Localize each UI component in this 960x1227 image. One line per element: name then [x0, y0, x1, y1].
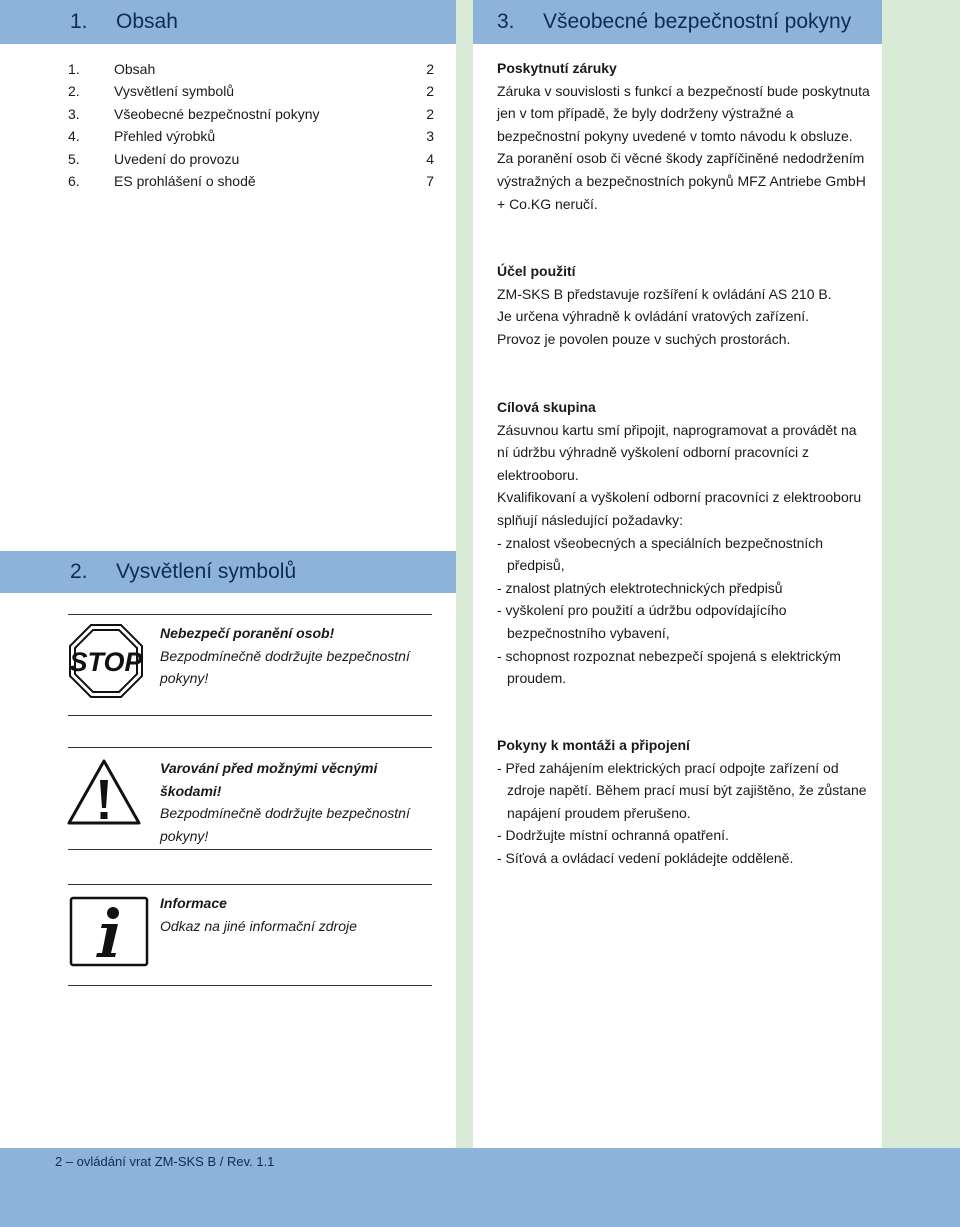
toc-page: 2	[426, 105, 434, 122]
toc-page: 2	[426, 83, 434, 100]
toc-number: 6.	[68, 172, 80, 189]
toc-item[interactable]	[68, 148, 434, 170]
stop-sign-text: STOP	[69, 647, 143, 677]
section-warranty	[497, 57, 872, 215]
divider	[68, 715, 432, 716]
header-safety-title: Všeobecné bezpečnostní pokyny	[543, 10, 852, 33]
header-safety-number: 3.	[497, 10, 515, 33]
toc-page: 4	[426, 150, 434, 167]
symbol-warning-description	[160, 757, 432, 847]
toc-item[interactable]	[68, 58, 434, 80]
toc-label: Všeobecné bezpečnostní pokyny	[114, 105, 320, 122]
warning-triangle-icon	[66, 758, 142, 826]
section-target-paragraph-2: Kvalifikovaní a vyškolení odborní pracovníci z elektrooboru splňují následující požadavky:	[497, 489, 862, 528]
toc-number: 4.	[68, 128, 80, 145]
green-stripe-middle	[456, 0, 473, 1148]
list-item: - Před zahájením elektrických prací odpojte zařízení od zdroje napětí. Během prací musí být zajištěno, že zůstane napájení proudem přerušeno.	[497, 759, 867, 821]
section-warranty-paragraph-2: Za poranění osob či věcné škody zapříčiněné nedodržením výstražných a bezpečnostních pokynů MFZ Antriebe GmbH + Co.KG neručí.	[497, 150, 866, 212]
header-symbols-number: 2.	[70, 560, 88, 583]
symbol-warning-text: Bezpodmínečně dodržujte bezpečnostní pokyny!	[160, 805, 410, 844]
header-contents-number: 1.	[70, 10, 88, 33]
section-installation	[497, 734, 872, 870]
section-target-paragraph-1: Zásuvnou kartu smí připojit, naprogramovat a provádět na ní údržbu výhradně vyškolení odborní pracovníci z elektrooboru.	[497, 421, 857, 483]
toc-item[interactable]	[68, 125, 434, 147]
toc-item[interactable]	[68, 170, 434, 192]
section-purpose-title: Účel použití	[497, 263, 576, 279]
list-item: - Síťová a ovládací vedení pokládejte odděleně.	[497, 849, 794, 866]
toc-label: Přehled výrobků	[114, 128, 216, 145]
section-purpose	[497, 260, 872, 350]
section-purpose-line: Provoz je povolen pouze v suchých prostorách.	[497, 330, 791, 347]
divider	[68, 849, 432, 850]
header-contents-title: Obsah	[116, 10, 178, 33]
list-item: - znalost všeobecných a speciálních bezpečnostních předpisů,	[497, 534, 824, 574]
toc-number: 3.	[68, 105, 80, 122]
green-stripe-right	[882, 0, 960, 1148]
toc-label: Obsah	[114, 61, 156, 77]
toc-number: 2.	[68, 83, 80, 100]
header-symbols	[0, 551, 456, 593]
stop-sign-icon	[69, 624, 143, 698]
section-purpose-line: ZM-SKS B představuje rozšíření k ovládání AS 210 B.	[497, 285, 832, 302]
toc-number: 1.	[68, 61, 80, 77]
symbol-info-title: Informace	[160, 895, 227, 911]
list-item: - Dodržujte místní ochranná opatření.	[497, 827, 729, 844]
toc-page: 2	[426, 61, 434, 77]
toc-item[interactable]	[68, 80, 434, 102]
header-contents	[0, 0, 456, 44]
header-safety	[473, 0, 882, 44]
toc-page: 3	[426, 128, 434, 145]
table-of-contents	[68, 58, 434, 192]
toc-item[interactable]	[68, 103, 434, 125]
section-purpose-line: Je určena výhradně k ovládání vratových zařízení.	[497, 308, 810, 325]
list-item: - vyškolení pro použití a údržbu odpovídajícího bezpečnostního vybavení,	[497, 602, 787, 641]
toc-label: Vysvětlení symbolů	[114, 83, 235, 100]
symbol-info-description	[160, 892, 432, 937]
symbol-stop-title: Nebezpečí poranění osob!	[160, 625, 335, 641]
symbol-stop-description	[160, 622, 432, 690]
section-warranty-title: Poskytnutí záruky	[497, 60, 617, 76]
symbol-info-text: Odkaz na jiné informační zdroje	[160, 917, 357, 934]
footer-text: 2 – ovládání vrat ZM-SKS B / Rev. 1.1	[55, 1154, 275, 1169]
divider	[68, 884, 432, 885]
section-target-title: Cílová skupina	[497, 399, 596, 415]
toc-number: 5.	[68, 150, 80, 167]
symbol-stop-text: Bezpodmínečně dodržujte bezpečnostní pokyny!	[160, 647, 410, 687]
toc-label: Uvedení do provozu	[114, 150, 240, 167]
list-item: - schopnost rozpoznat nebezpečí spojená s elektrickým proudem.	[497, 647, 841, 687]
symbol-warning-title: Varování před možnými věcnými škodami!	[160, 760, 378, 799]
header-symbols-title: Vysvětlení symbolů	[116, 560, 297, 583]
list-item: - znalost platných elektrotechnických předpisů	[497, 579, 783, 596]
toc-label: ES prohlášení o shodě	[114, 172, 256, 189]
divider	[68, 747, 432, 748]
info-icon	[69, 896, 149, 967]
divider	[68, 985, 432, 986]
toc-page: 7	[426, 172, 434, 189]
section-warranty-paragraph-1: Záruka v souvislosti s funkcí a bezpečností bude poskytnuta jen v tom případě, že byly dodrženy výstražné a bezpečnostní pokyny uvedené v tomto návodu k obsluze.	[497, 82, 870, 144]
divider	[68, 614, 432, 615]
section-target-group	[497, 396, 872, 690]
section-installation-title: Pokyny k montáži a připojení	[497, 737, 690, 753]
